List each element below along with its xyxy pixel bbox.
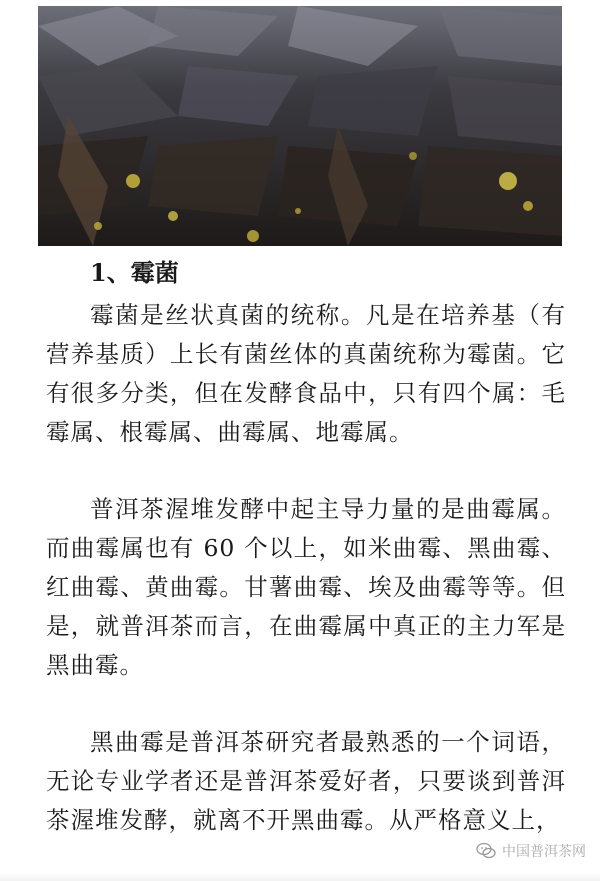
bottom-edge bbox=[0, 873, 600, 881]
section-heading: 1、霉菌 bbox=[90, 258, 179, 287]
wechat-icon bbox=[476, 842, 496, 860]
article bbox=[46, 250, 566, 840]
watermark-text: 中国普洱茶网 bbox=[502, 843, 586, 859]
tea-mold-photo bbox=[38, 6, 562, 246]
paragraph-black-aspergillus: 黑曲霉是普洱茶研究者最熟悉的一个词语，无论专业学者还是普洱茶爱好者，只要谈到普洱茶渥堆发酵，就离不开黑曲霉。从严格意义上， bbox=[46, 728, 566, 834]
watermark bbox=[476, 841, 586, 861]
paragraph-aspergillus: 普洱茶渥堆发酵中起主导力量的是曲霉属。而曲霉属也有 60 个以上，如米曲霉、黑曲霉、红曲霉、黄曲霉。甘薯曲霉、埃及曲霉等等。但是，就普洱茶而言，在曲霉属中真正的主力军是黑曲霉。 bbox=[46, 495, 566, 679]
paragraph-mold-definition: 霉菌是丝状真菌的统称。凡是在培养基（有营养基质）上长有菌丝体的真菌统称为霉菌。它有很多分类，但在发酵食品中，只有四个属：毛霉属、根霉属、曲霉属、地霉属。 bbox=[46, 301, 566, 446]
